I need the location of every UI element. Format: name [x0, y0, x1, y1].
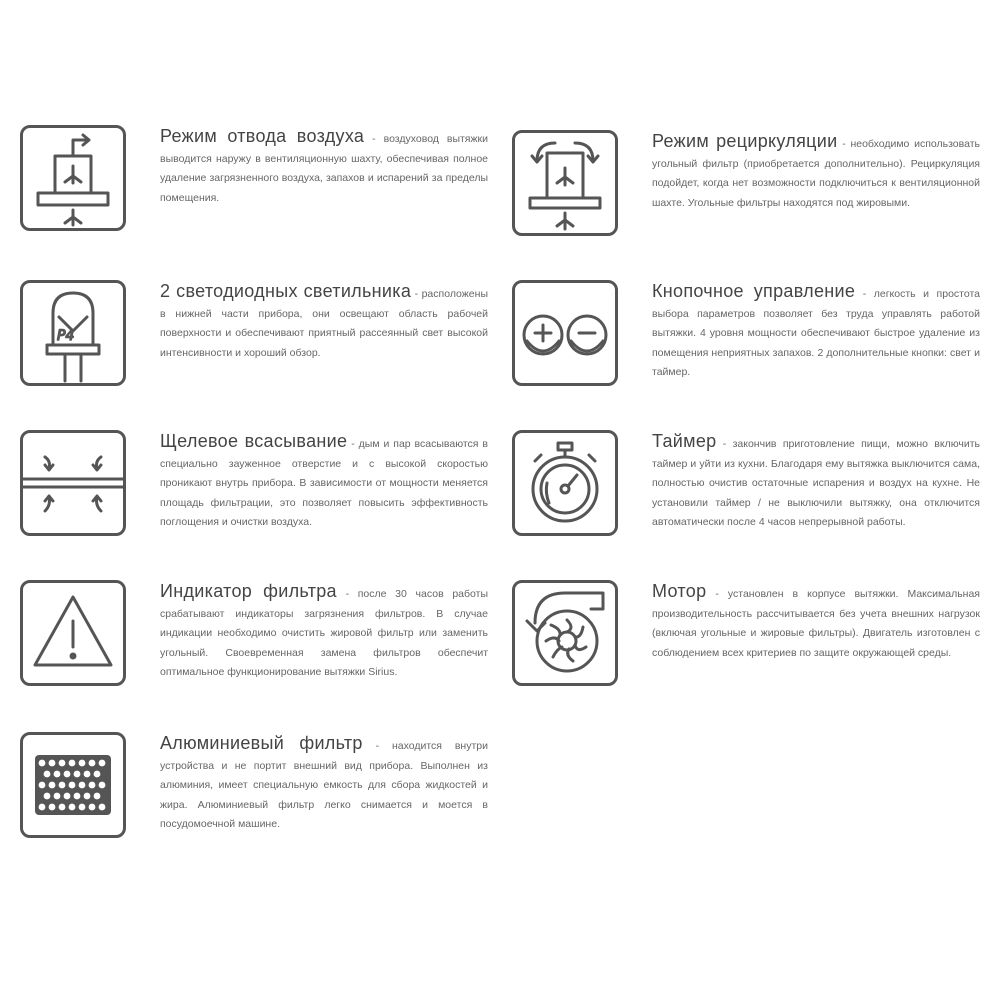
- feature-title: Мотор: [652, 581, 707, 601]
- filter-hole: [39, 760, 46, 767]
- feature-title: Режим отвода воздуха: [160, 126, 365, 146]
- feature-description: расположены в нижней части прибора, они освещают область рабочей поверхности и обеспечивают приятный рассеянный свет высокой интенсивности и хороший обзор.: [160, 288, 488, 359]
- filter-hole: [69, 782, 76, 789]
- feature-aluminum-filter: [20, 732, 500, 862]
- feature-motor: [512, 580, 992, 710]
- feature-recirculation: [512, 130, 992, 260]
- feature-text: Таймер - закончив приготовление пищи, можно включить таймер и уйти из кухни. Благодаря ему вытяжка выключится сама, полностью очистив остаточные испарения и воздух на кухне. Не установили таймер / не выключили вытяжку, она отключится автоматически после 4 часов непрерывной работы.: [652, 431, 980, 528]
- filter-hole: [99, 782, 106, 789]
- led-icon: [20, 280, 126, 386]
- feature-description: необходимо использовать угольный фильтр (приобретается дополнительно). Рециркуляция подойдет, когда нет возможности подключиться к вентиляционной шахте. Угольные фильтры находятся под жировыми.: [652, 138, 980, 209]
- filter-hole: [49, 782, 56, 789]
- air-exhaust-icon: [20, 125, 126, 231]
- filter-hole: [59, 760, 66, 767]
- filter-hole: [84, 771, 91, 778]
- feature-description: установлен в корпусе вытяжки. Максимальная производительность рассчитывается без учета внешних нагрузок (включая угольные и жировые фильтры). Двигатель изготовлен с соблюдением всех критериев по защите окружающей среды.: [652, 588, 980, 659]
- feature-text: Режим отвода воздуха - воздуховод вытяжки выводится наружу в вентиляционную шахту, обеспечивая полное удаление загрязненного воздуха, запахов и испарений за пределы помещения.: [160, 126, 488, 204]
- filter-hole: [89, 804, 96, 811]
- feature-title: Таймер: [652, 431, 717, 451]
- filter-hole: [39, 782, 46, 789]
- feature-title: Индикатор фильтра: [160, 581, 337, 601]
- aluminum-filter-icon: [20, 732, 126, 838]
- filter-hole: [79, 782, 86, 789]
- feature-filter-indicator: [20, 580, 500, 710]
- feature-slot-suction: [20, 430, 500, 560]
- slot-suction-icon: [20, 430, 126, 536]
- filter-hole: [64, 771, 71, 778]
- filter-hole: [79, 804, 86, 811]
- svg-text:P4: P4: [57, 328, 75, 344]
- feature-text: Кнопочное управление - легкость и простота выбора параметров позволяет без труда управлять работой вытяжки. 4 уровня мощности обеспечивают быстрое удаление из помещения неприятных запахов. 2 дополнительные кнопки: свет и таймер.: [652, 281, 980, 378]
- filter-hole: [49, 760, 56, 767]
- feature-title: Алюминиевый фильтр: [160, 733, 363, 753]
- feature-text: Индикатор фильтра - после 30 часов работы срабатывают индикаторы загрязнения фильтров. В случае индикации необходимо очистить жировой фильтр или заменить угольный. Своевременная замена фильтров обеспечит оптимальное функционирование вытяжки Sirius.: [160, 581, 488, 678]
- filter-hole: [59, 782, 66, 789]
- filter-hole: [69, 804, 76, 811]
- feature-title: Кнопочное управление: [652, 281, 856, 301]
- push-buttons-icon: [512, 280, 618, 386]
- filter-hole: [49, 804, 56, 811]
- filter-hole: [44, 793, 51, 800]
- stopwatch-icon: [512, 430, 618, 536]
- filter-hole: [59, 804, 66, 811]
- feature-description: дым и пар всасываются в специально зауженное отверстие и с высокой скоростью проникают внутрь прибора. В зависимости от мощности меняется площадь фильтрации, это позволяет повысить эффективность поглощения и очистки воздуха.: [160, 438, 488, 528]
- feature-description: закончив приготовление пищи, можно включить таймер и уйти из кухни. Благодаря ему вытяжка выключится сама, полностью очистив остаточные испарения и воздух на кухне. Не установили таймер / не выключили вытяжку, она отключится автоматически после 4 часов непрерывной работы.: [652, 438, 980, 528]
- filter-hole: [99, 760, 106, 767]
- filter-hole: [69, 760, 76, 767]
- filter-hole: [79, 760, 86, 767]
- feature-description: находится внутри устройства и не портит внешний вид прибора. Выполнен из алюминия, имеет специальную емкость для сбора жидкостей и жира. Алюминиевый фильтр легко снимается и моется в посудомоечной машине.: [160, 740, 488, 830]
- filter-hole: [89, 782, 96, 789]
- filter-hole: [64, 793, 71, 800]
- motor-icon: [512, 580, 618, 686]
- filter-hole: [94, 771, 101, 778]
- filter-hole: [99, 804, 106, 811]
- feature-description: легкость и простота выбора параметров позволяет без труда управлять работой вытяжки. 4 уровня мощности обеспечивают быстрое удаление из помещения неприятных запахов. 2 дополнительные кнопки: свет и таймер.: [652, 288, 980, 378]
- feature-title: 2 светодиодных светильника: [160, 281, 412, 301]
- filter-hole: [89, 760, 96, 767]
- feature-title: Щелевое всасывание: [160, 431, 348, 451]
- filter-hole: [84, 793, 91, 800]
- filter-hole: [94, 793, 101, 800]
- filter-hole: [74, 771, 81, 778]
- feature-text: Мотор - установлен в корпусе вытяжки. Максимальная производительность рассчитывается без учета внешних нагрузок (включая угольные и жировые фильтры). Двигатель изготовлен с соблюдением всех критериев по защите окружающей среды.: [652, 581, 980, 659]
- filter-hole: [44, 771, 51, 778]
- warning-icon: [20, 580, 126, 686]
- feature-description: воздуховод вытяжки выводится наружу в вентиляционную шахту, обеспечивая полное удаление загрязненного воздуха, запахов и испарений за пределы помещения.: [160, 133, 488, 204]
- recirculation-icon: [512, 130, 618, 236]
- feature-text: Режим рециркуляции - необходимо использовать угольный фильтр (приобретается дополнительно). Рециркуляция подойдет, когда нет возможности подключиться к вентиляционной шахте. Угольные фильтры находятся под жировыми.: [652, 131, 980, 209]
- feature-led-lights: [20, 280, 500, 410]
- feature-push-buttons: [512, 280, 992, 410]
- feature-text: Алюминиевый фильтр - находится внутри устройства и не портит внешний вид прибора. Выполнен из алюминия, имеет специальную емкость для сбора жидкостей и жира. Алюминиевый фильтр легко снимается и моется в посудомоечной машине.: [160, 733, 488, 830]
- feature-description: после 30 часов работы срабатывают индикаторы загрязнения фильтров. В случае индикации необходимо очистить жировой фильтр или заменить угольный. Своевременная замена фильтров обеспечит оптимальное функционирование вытяжки Sirius.: [160, 588, 488, 678]
- feature-air-exhaust: [20, 125, 500, 255]
- feature-text: 2 светодиодных светильника - расположены в нижней части прибора, они освещают область рабочей поверхности и обеспечивают приятный рассеянный свет высокой интенсивности и хороший обзор.: [160, 281, 488, 359]
- filter-hole: [39, 804, 46, 811]
- filter-hole: [74, 793, 81, 800]
- filter-hole: [54, 793, 61, 800]
- filter-hole: [54, 771, 61, 778]
- feature-title: Режим рециркуляции: [652, 131, 838, 151]
- feature-text: Щелевое всасывание - дым и пар всасываются в специально зауженное отверстие и с высокой скоростью проникают внутрь прибора. В зависимости от мощности меняется площадь фильтрации, это позволяет повысить эффективность поглощения и очистки воздуха.: [160, 431, 488, 528]
- feature-timer: [512, 430, 992, 560]
